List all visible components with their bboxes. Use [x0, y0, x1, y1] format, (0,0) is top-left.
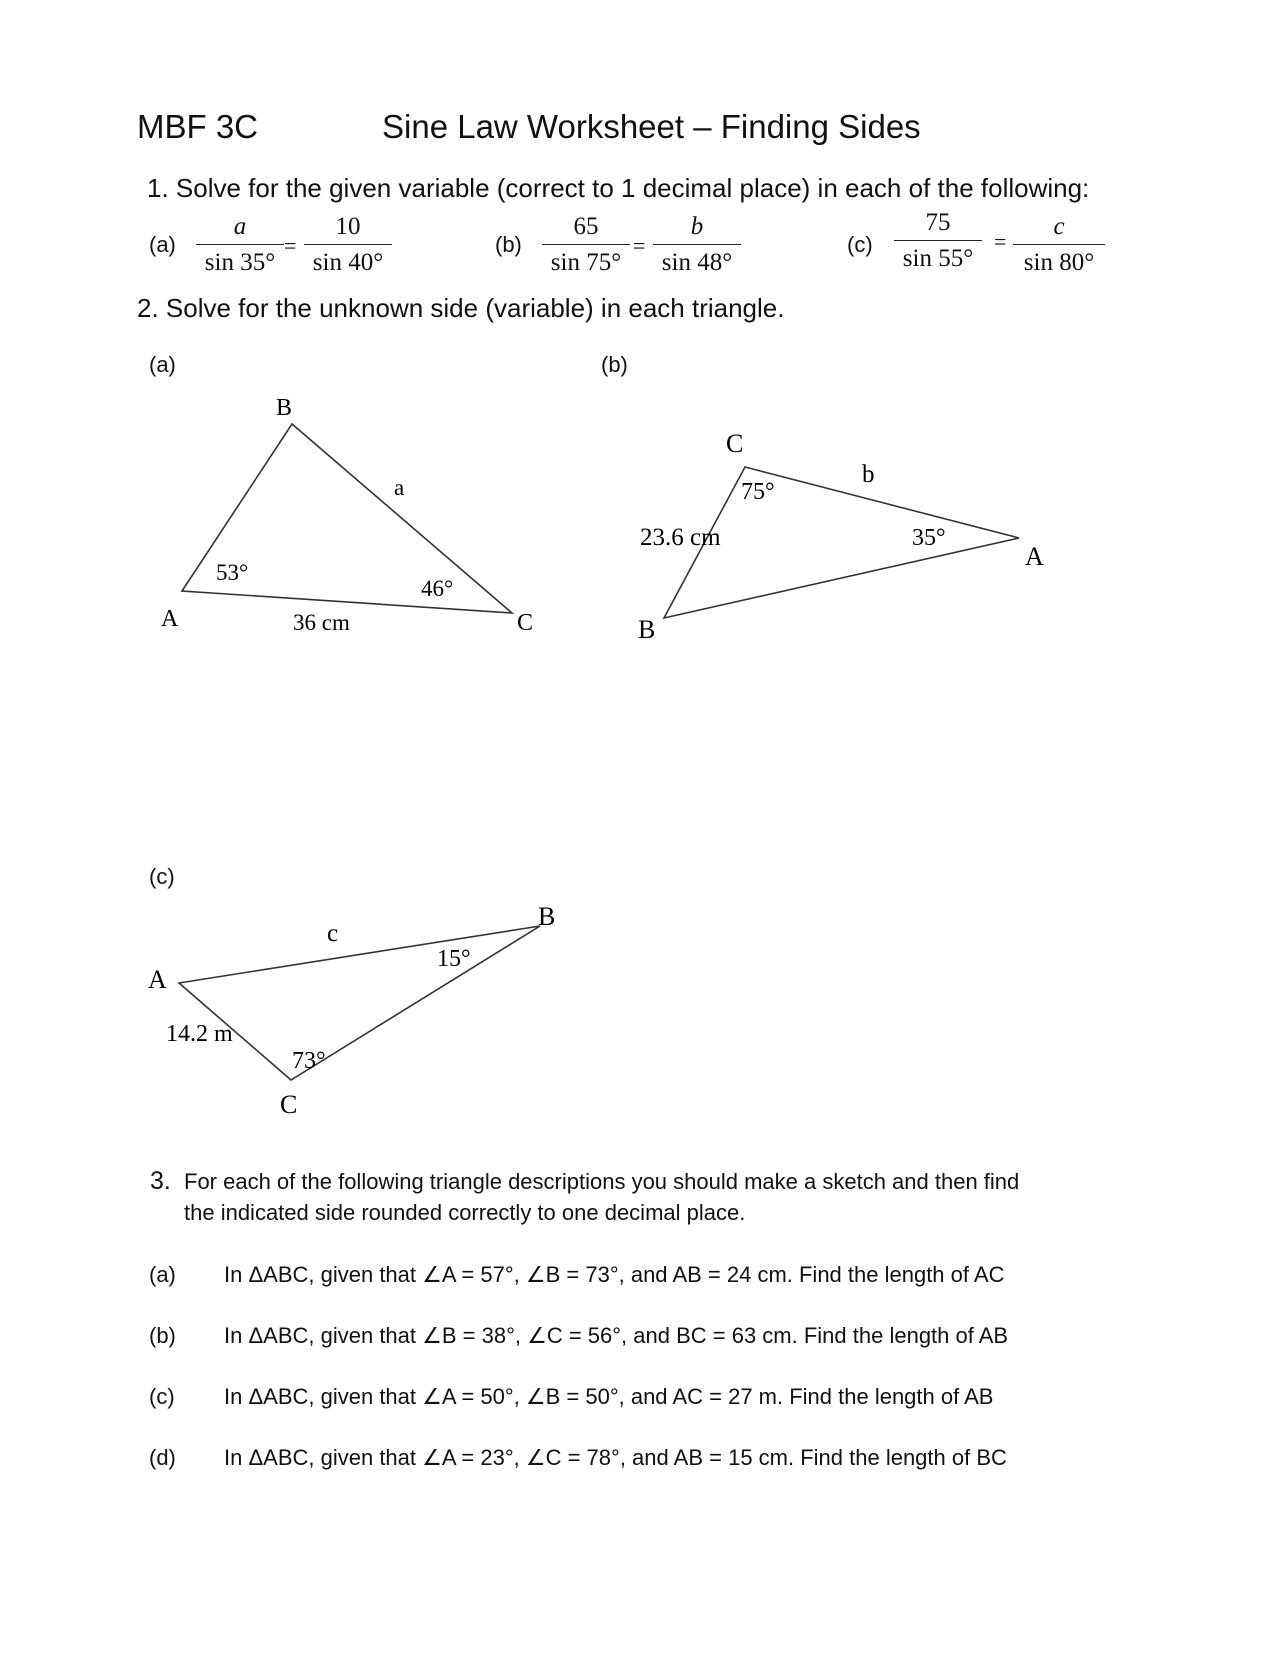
q3-part-a-text: In ΔABC, given that ∠A = 57°, ∠B = 73°, and AB = 24 cm. Find the length of AC [224, 1262, 1005, 1287]
question-3-number: 3. [150, 1167, 171, 1195]
triangle-c-angle-b: 15° [437, 946, 471, 972]
triangle-a-angle-c: 46° [421, 576, 454, 601]
triangle-b [638, 429, 1044, 644]
q3-part-d-label: (d) [149, 1445, 176, 1470]
question-1-prompt: 1. Solve for the given variable (correct to 1 decimal place) in each of the following: [147, 173, 1090, 203]
q3-part-c-label: (c) [149, 1384, 175, 1409]
q1a-left-numerator: a [233, 213, 247, 240]
q1b-right-numerator: b [690, 213, 704, 240]
triangle-a-vertex-a: A [161, 606, 179, 632]
triangle-c-side-ac: 14.2 m [166, 1021, 233, 1047]
q1a-right-numerator: 10 [335, 213, 361, 240]
question-3-prompt-line-1: For each of the following triangle descriptions you should make a sketch and then find [184, 1169, 1020, 1194]
q3-part-c-text: In ΔABC, given that ∠A = 50°, ∠B = 50°, and AC = 27 m. Find the length of AB [224, 1384, 994, 1409]
triangle-c [148, 902, 555, 1119]
triangle-c-outline [179, 926, 540, 1080]
q3-part-b-text: In ΔABC, given that ∠B = 38°, ∠C = 56°, and BC = 63 cm. Find the length of AB [224, 1323, 1009, 1348]
triangle-a-vertex-c: C [517, 610, 534, 636]
q1c-left-denominator: sin 55° [902, 245, 974, 272]
triangle-c-angle-c: 73° [292, 1048, 326, 1074]
q2-part-c-label: (c) [149, 864, 175, 889]
q1a-equals: = [284, 233, 297, 258]
course-code: MBF 3C [137, 108, 259, 145]
triangle-a-vertex-b: B [276, 395, 293, 421]
triangle-c-vertex-b: B [538, 902, 556, 931]
q1b-right-denominator: sin 48° [661, 249, 733, 276]
q1b-equals: = [633, 233, 646, 258]
question-2-prompt: 2. Solve for the unknown side (variable) in each triangle. [137, 293, 785, 323]
q1-part-b-label: (b) [495, 232, 522, 257]
q1b-left-numerator: 65 [573, 213, 599, 240]
q1b-left-denominator: sin 75° [550, 249, 622, 276]
q3-part-b-label: (b) [149, 1323, 176, 1348]
q1-part-a-label: (a) [149, 232, 176, 257]
q2-part-b-label: (b) [601, 352, 628, 377]
q3-part-a-label: (a) [149, 1262, 176, 1287]
triangle-b-angle-c: 75° [741, 479, 775, 505]
triangle-a-angle-a: 53° [216, 560, 249, 585]
q2-part-a-label: (a) [149, 352, 176, 377]
triangle-a-side-a: a [394, 475, 405, 500]
q1c-equals: = [994, 229, 1007, 254]
q1a-left-denominator: sin 35° [204, 249, 276, 276]
triangle-c-vertex-c: C [280, 1090, 298, 1119]
q1c-right-numerator: c [1053, 213, 1065, 240]
q1a-right-denominator: sin 40° [312, 249, 384, 276]
triangle-b-vertex-c: C [726, 429, 744, 458]
triangle-b-vertex-b: B [638, 615, 656, 644]
triangle-c-vertex-a: A [148, 965, 167, 994]
question-3-prompt-line-2: the indicated side rounded correctly to one decimal place. [184, 1200, 746, 1225]
triangle-a [161, 395, 533, 636]
triangle-b-vertex-a: A [1025, 542, 1044, 571]
q1c-left-numerator: 75 [925, 209, 951, 236]
q3-part-d-text: In ΔABC, given that ∠A = 23°, ∠C = 78°, and AB = 15 cm. Find the length of BC [224, 1445, 1007, 1470]
triangle-b-side-bc: 23.6 cm [640, 524, 721, 551]
triangle-c-side-c: c [327, 920, 339, 947]
q1-part-c-label: (c) [847, 232, 873, 257]
triangle-a-base: 36 cm [293, 610, 350, 635]
triangle-b-angle-a: 35° [912, 525, 946, 551]
q1c-right-denominator: sin 80° [1023, 249, 1095, 276]
triangle-b-side-b: b [862, 461, 875, 488]
page-title: Sine Law Worksheet – Finding Sides [382, 108, 921, 145]
